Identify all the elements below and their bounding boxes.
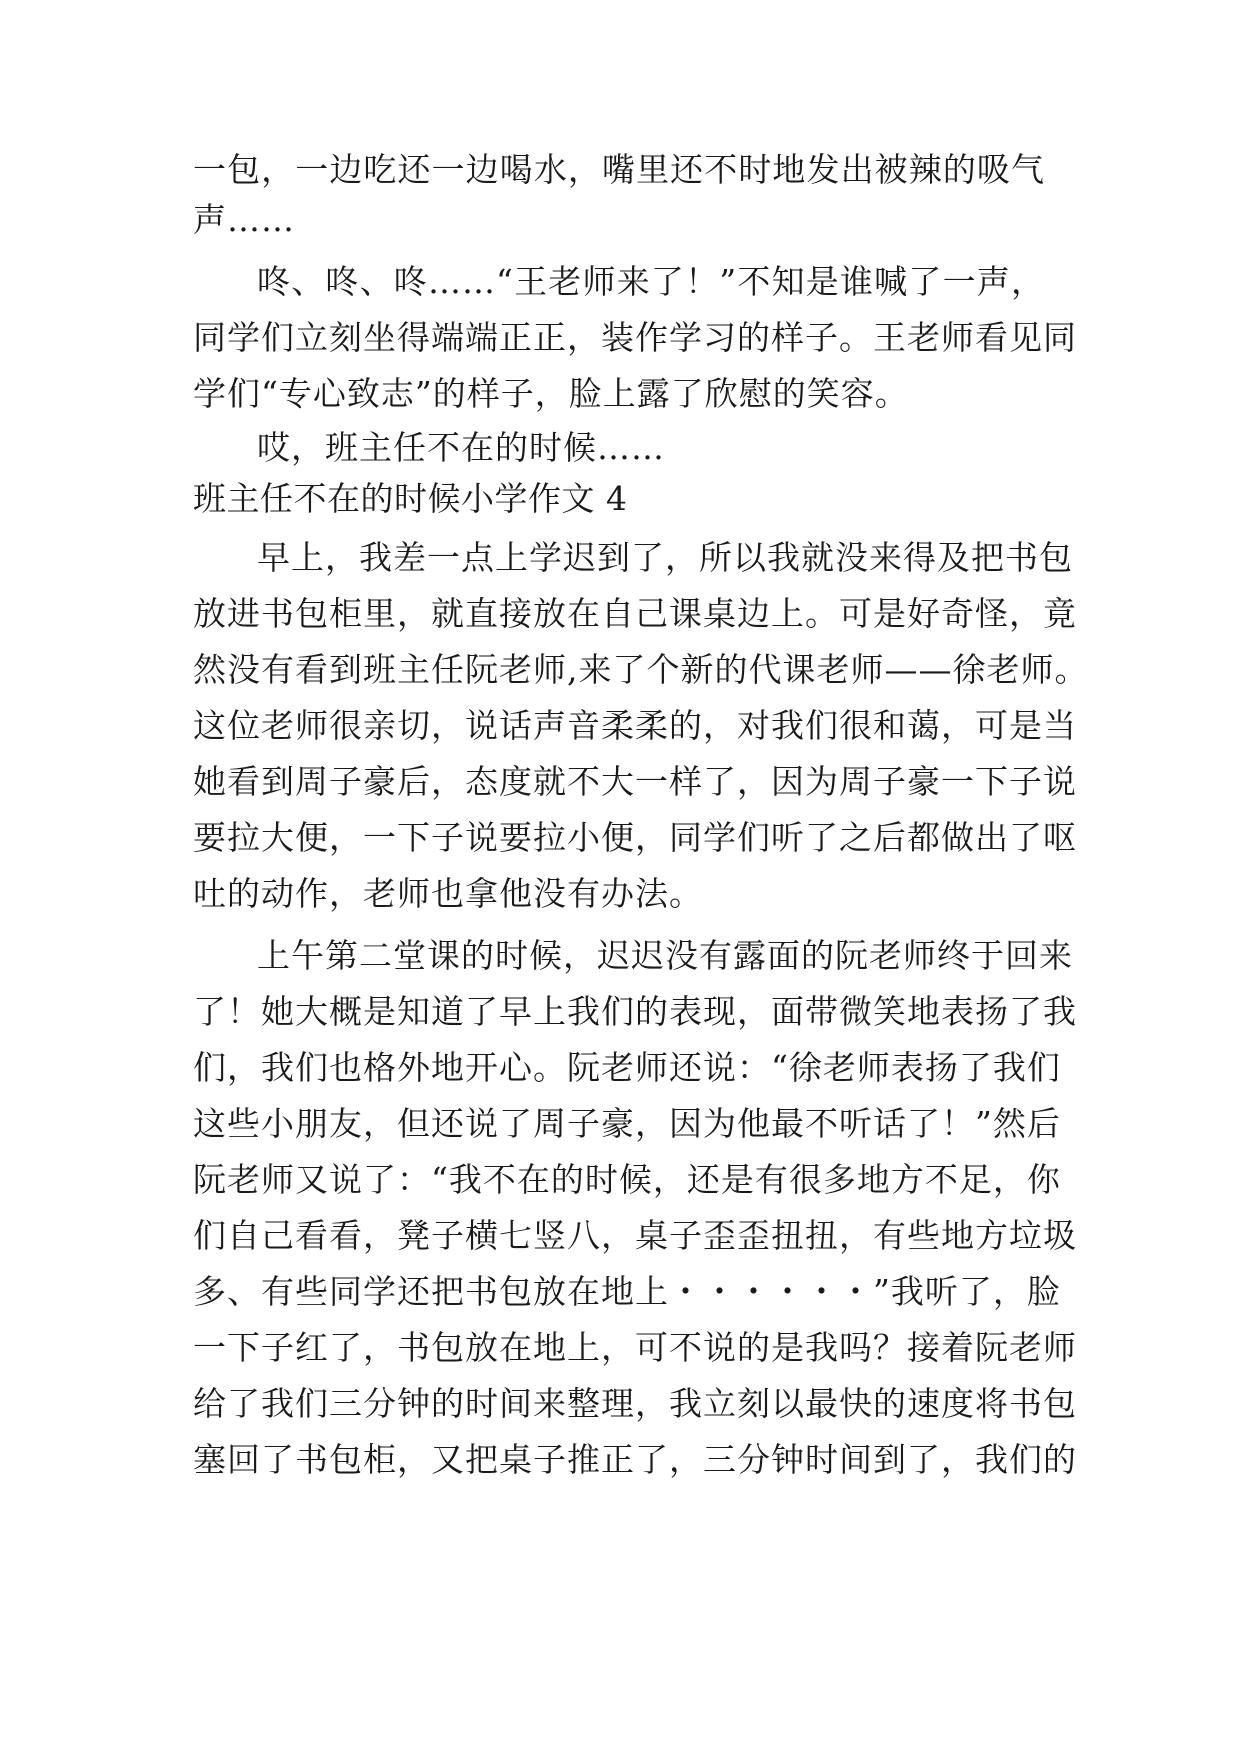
text-line: 哎，班主任不在的时候…… xyxy=(257,428,665,467)
text-line: 上午第二堂课的时候，迟迟没有露面的阮老师终于回来 xyxy=(257,936,1073,975)
text-line: 要拉大便，一下子说要拉小便，同学们听了之后都做出了呕 xyxy=(193,818,1077,857)
text-line: 她看到周子豪后，态度就不大一样了，因为周子豪一下子说 xyxy=(193,762,1077,801)
text-line: 一下子红了，书包放在地上，可不说的是我吗？接着阮老师 xyxy=(193,1328,1077,1367)
text-line: 早上，我差一点上学迟到了，所以我就没来得及把书包 xyxy=(257,538,1073,577)
text-line: 多、有些同学还把书包放在地上・・・・・・”我听了，脸 xyxy=(193,1272,1061,1311)
text-line: 塞回了书包柜，又把桌子推正了，三分钟时间到了，我们的 xyxy=(193,1440,1077,1479)
text-line: 咚、咚、咚……“王老师来了！”不知是谁喊了一声， xyxy=(257,262,1045,301)
text-line: 放进书包柜里，就直接放在自己课桌边上。可是好奇怪，竟 xyxy=(193,594,1077,633)
text-line: 这位老师很亲切，说话声音柔柔的，对我们很和蔼，可是当 xyxy=(193,706,1077,745)
text-line: 声…… xyxy=(193,200,295,239)
section-heading: 班主任不在的时候小学作文 4 xyxy=(193,479,628,518)
text-line: 这些小朋友，但还说了周子豪，因为他最不听话了！”然后 xyxy=(193,1104,1061,1143)
text-line: 们自己看看，凳子横七竖八，桌子歪歪扭扭，有些地方垃圾 xyxy=(193,1216,1077,1255)
text-line: 阮老师又说了：“我不在的时候，还是有很多地方不足，你 xyxy=(193,1160,1061,1199)
text-line: 一包，一边吃还一边喝水，嘴里还不时地发出被辣的吸气 xyxy=(193,150,1045,189)
text-line: 了！她大概是知道了早上我们的表现，面带微笑地表扬了我 xyxy=(193,992,1077,1031)
text-line: 吐的动作，老师也拿他没有办法。 xyxy=(193,874,703,913)
text-line: 学们“专心致志”的样子，脸上露了欣慰的笑容。 xyxy=(193,374,909,413)
text-line: 同学们立刻坐得端端正正，装作学习的样子。王老师看见同 xyxy=(193,318,1077,357)
text-line: 给了我们三分钟的时间来整理，我立刻以最快的速度将书包 xyxy=(193,1384,1077,1423)
text-line: 然没有看到班主任阮老师,来了个新的代课老师——徐老师。 xyxy=(193,650,1089,689)
text-line: 们，我们也格外地开心。阮老师还说：“徐老师表扬了我们 xyxy=(193,1048,1061,1087)
